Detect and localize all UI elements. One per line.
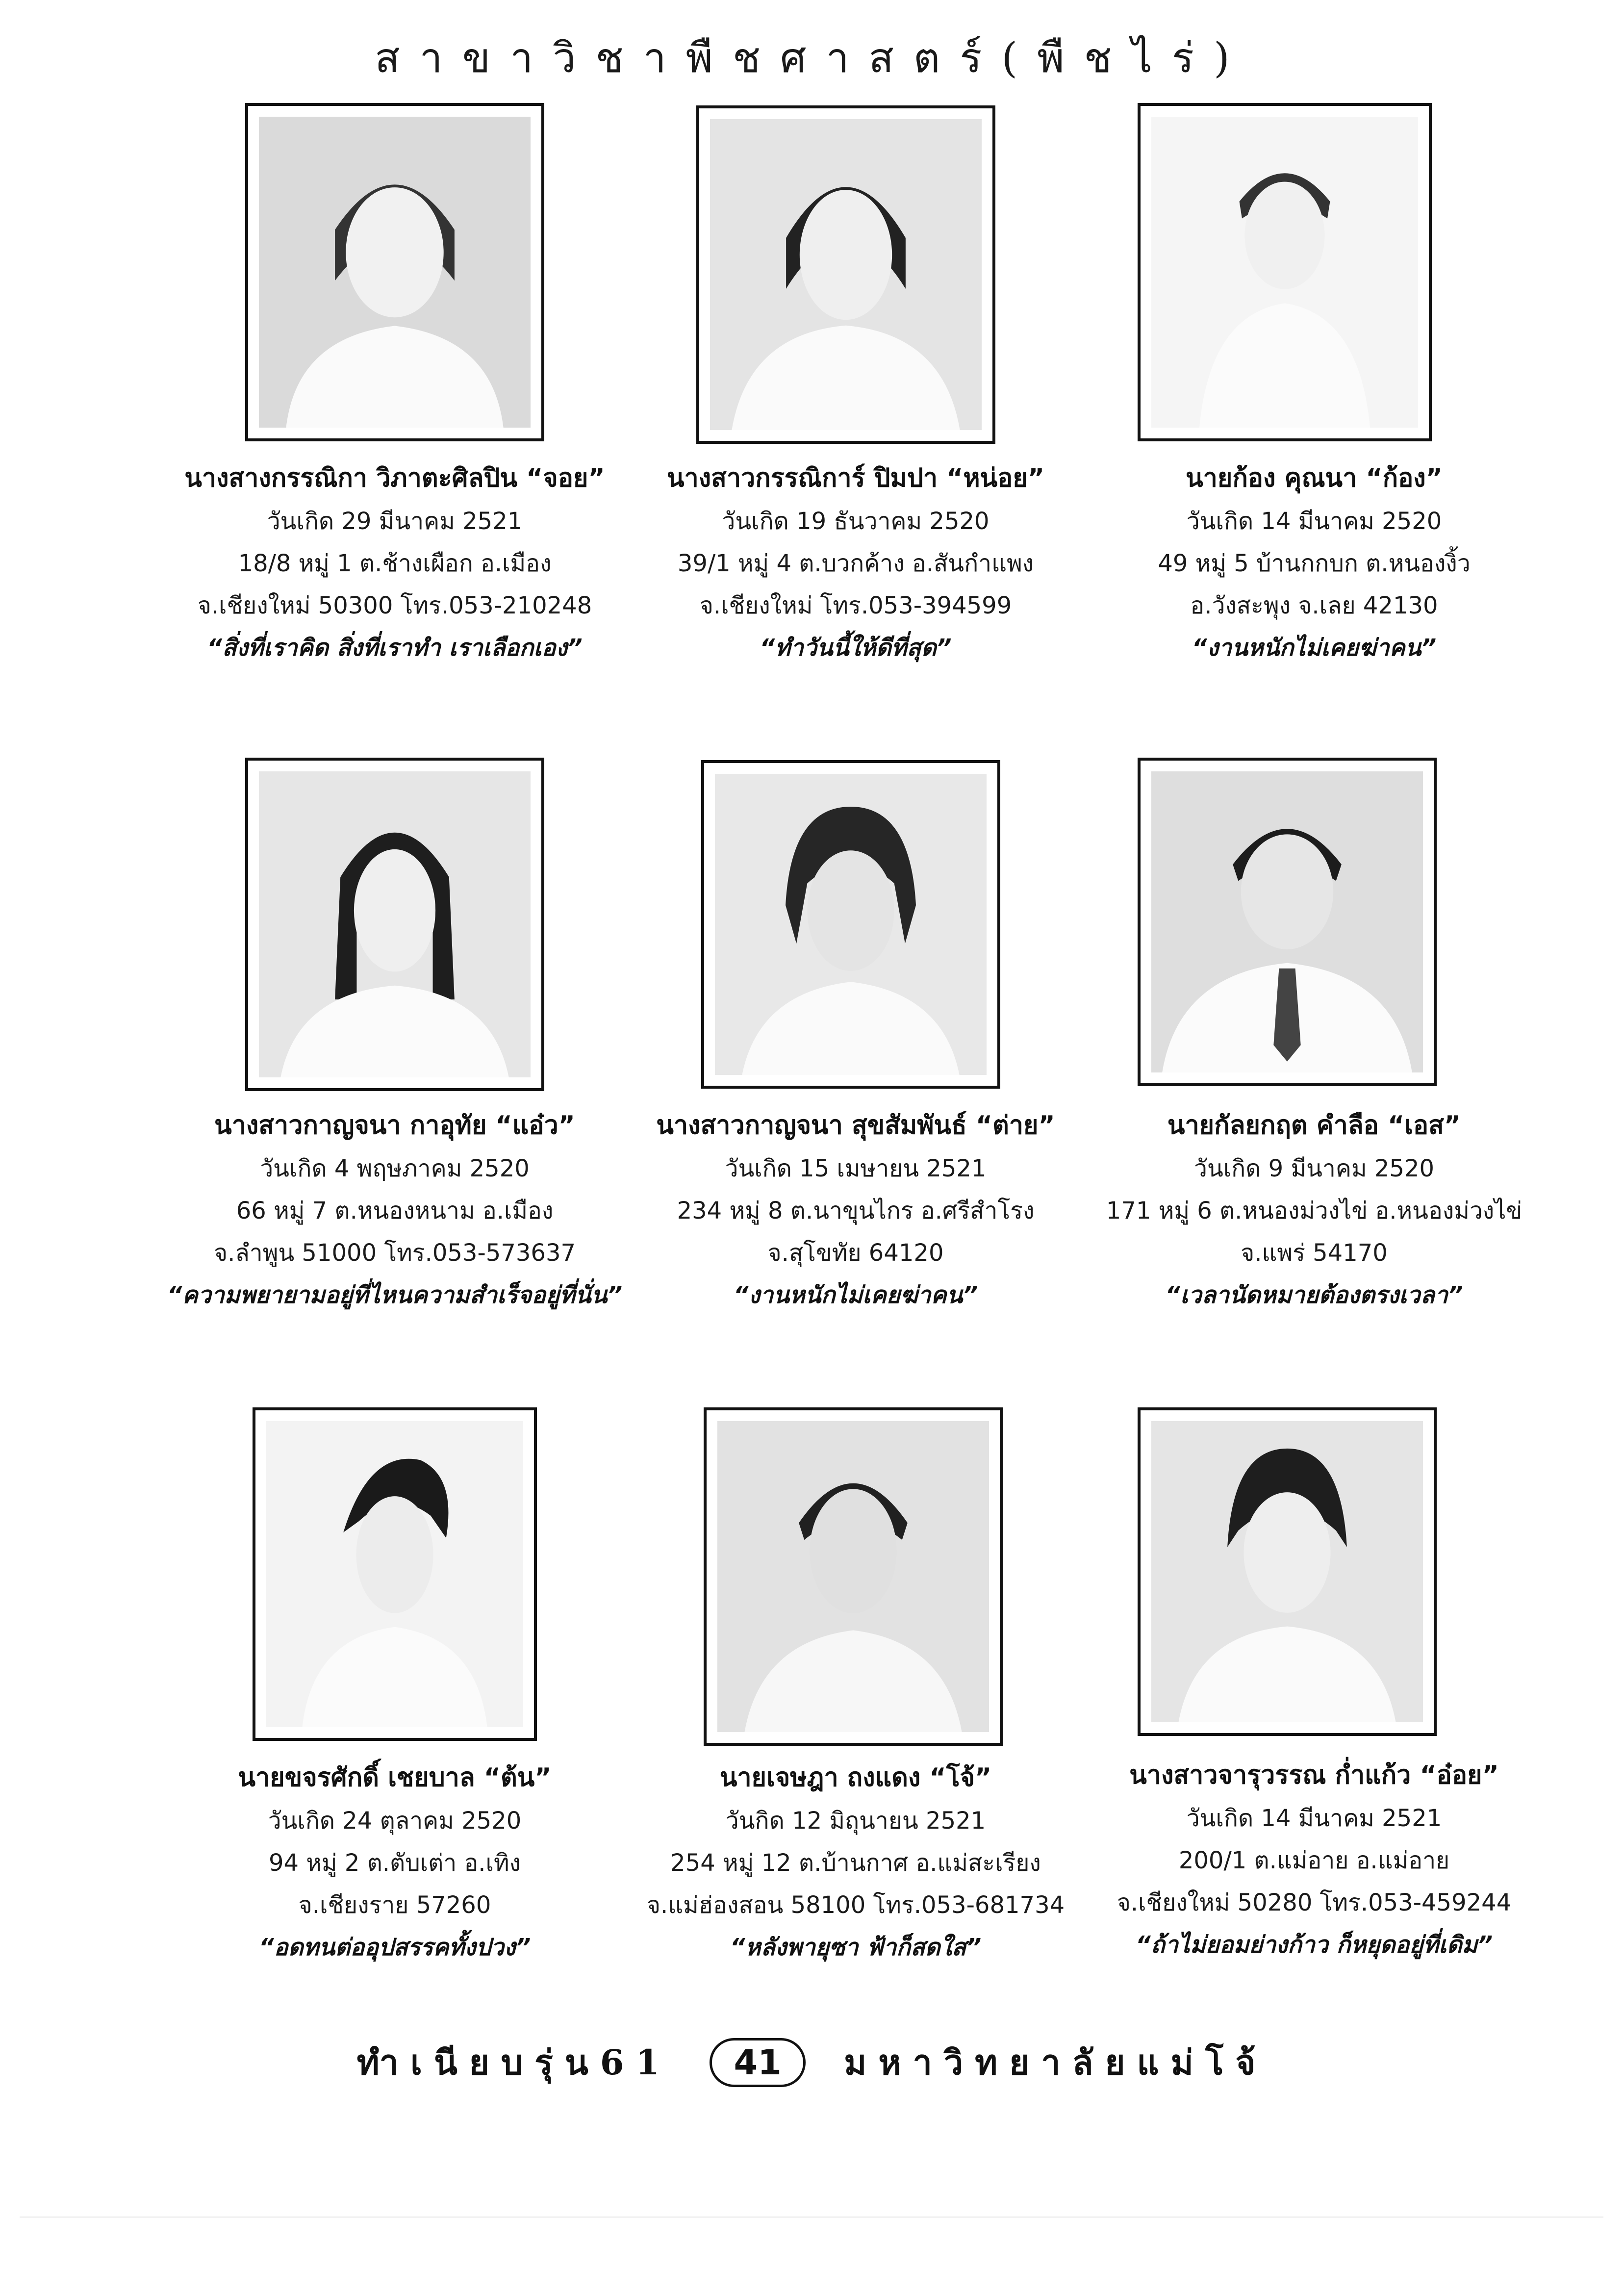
portrait-image: [1151, 117, 1418, 428]
address-line: 39/1 หมู่ 4 ต.บวกค้าง อ.สันกำแพง: [677, 550, 1034, 577]
portrait-photo: [701, 760, 1000, 1089]
address-line: จ.สุโขทัย 64120: [767, 1239, 944, 1267]
portrait-photo: [253, 1407, 537, 1741]
birth-date: วันกิด 12 มิถุนายน 2521: [725, 1807, 986, 1835]
footer-right-text: มหาวิทยาลัยแม่โจ้: [844, 2042, 1268, 2083]
address-line: จ.เชียงใหม่ โทร.053-394599: [699, 592, 1012, 619]
address-line: จ.เชียงราย 57260: [298, 1891, 491, 1919]
address-line: 49 หมู่ 5 บ้านกกบก ต.หนองงิ้ว: [1158, 550, 1471, 577]
address-line: 171 หมู่ 6 ต.หนองม่วงไข่ อ.หนองม่วงไข่: [1106, 1197, 1522, 1224]
portrait-image: [1151, 1421, 1423, 1722]
motto: “เวลานัดหมายต้องตรงเวลา”: [1165, 1281, 1463, 1309]
portrait-image: [1151, 771, 1423, 1072]
birth-date: วันเกิด 14 มีนาคม 2520: [1186, 508, 1442, 535]
address-line: อ.วังสะพุง จ.เลย 42130: [1190, 592, 1438, 619]
address-line: 94 หมู่ 2 ต.ตับเต่า อ.เทิง: [268, 1849, 521, 1877]
page-title: สาขาวิชาพืชศาสตร์(พืชไร่): [375, 34, 1249, 82]
portrait-image: [717, 1421, 989, 1732]
birth-date: วันเกิด 29 มีนาคม 2521: [267, 508, 523, 535]
page-divider: [20, 2217, 1603, 2218]
address-line: จ.เชียงใหม่ 50300 โทร.053-210248: [197, 592, 592, 619]
address-line: 66 หมู่ 7 ต.หนองหนาม อ.เมือง: [236, 1197, 554, 1224]
page-footer: [0, 2035, 1624, 2090]
motto: “งานหนักไม่เคยฆ่าคน”: [733, 1281, 978, 1309]
birth-date: วันเกิด 4 พฤษภาคม 2520: [260, 1155, 530, 1182]
motto: “ทำวันนี้ให้ดีที่สุด”: [760, 634, 952, 662]
portrait-photo: [696, 105, 995, 444]
address-line: จ.แพร่ 54170: [1241, 1239, 1388, 1267]
address-line: 18/8 หมู่ 1 ต.ช้างเผือก อ.เมือง: [238, 550, 552, 577]
motto: “หลังพายุซา ฟ้าก็สดใส”: [730, 1934, 982, 1961]
portrait-photo: [1138, 758, 1437, 1086]
portrait-image: [266, 1421, 523, 1727]
portrait-image: [259, 117, 531, 428]
person-name: นางสาวกาญจนา กาอุทัย “แอ๋ว”: [214, 1111, 575, 1140]
portrait-image: [259, 771, 531, 1077]
address-line: 200/1 ต.แม่อาย อ.แม่อาย: [1178, 1847, 1450, 1874]
person-name: นายขจรศักดิ์ เชยบาล “ต้น”: [238, 1763, 552, 1792]
motto: “สิ่งที่เราคิด สิ่งที่เราทำ เราเลือกเอง”: [207, 634, 583, 662]
portrait-photo: [245, 103, 544, 441]
person-name: นางสาวกาญจนา สุขสัมพันธ์ “ต่าย”: [656, 1111, 1055, 1140]
birth-date: วันเกิด 9 มีนาคม 2520: [1193, 1155, 1435, 1182]
page-number: 41: [710, 2038, 805, 2087]
person-name: นายเจษฎา ถงแดง “โจ้”: [719, 1763, 992, 1792]
birth-date: วันเกิด 24 ตุลาคม 2520: [268, 1807, 522, 1835]
person-name: นางสาวจารุวรรณ ก่ำแก้ว “อ๋อย”: [1129, 1760, 1499, 1790]
portrait-photo: [704, 1407, 1003, 1746]
motto: “อดทนต่ออุปสรรคทั้งปวง”: [258, 1934, 531, 1961]
portrait-image: [710, 119, 982, 430]
portrait-photo: [245, 758, 544, 1091]
birth-date: วันเกิด 15 เมษายน 2521: [725, 1155, 987, 1182]
birth-date: วันเกิด 14 มีนาคม 2521: [1186, 1805, 1442, 1832]
portrait-photo: [1138, 1407, 1437, 1736]
portrait-image: [715, 774, 987, 1075]
address-line: จ.ลำพูน 51000 โทร.053-573637: [213, 1239, 576, 1267]
person-name: นายกัลยกฤต คำลือ “เอส”: [1167, 1111, 1461, 1140]
person-name: นางสางกรรณิกา วิภาตะศิลปิน “จอย”: [184, 463, 605, 493]
address-line: จ.เชียงใหม่ 50280 โทร.053-459244: [1116, 1889, 1512, 1916]
address-line: 234 หมู่ 8 ต.นาขุนไกร อ.ศรีสำโรง: [677, 1197, 1035, 1224]
motto: “ถ้าไม่ยอมย่างก้าว ก็หยุดอยู่ที่เดิม”: [1135, 1931, 1493, 1959]
portrait-photo: [1138, 103, 1432, 441]
motto: “งานหนักไม่เคยฆ่าคน”: [1192, 634, 1437, 662]
footer-left-text: ทำเนียบรุ่น61: [356, 2042, 672, 2083]
address-line: 254 หมู่ 12 ต.บ้านกาศ อ.แม่สะเรียง: [670, 1849, 1041, 1877]
motto: “ความพยายามอยู่ที่ไหนความสำเร็จอยู่ที่นั่น”: [167, 1281, 623, 1309]
person-name: นางสาวกรรณิการ์ ปิมปา “หน่อย”: [666, 463, 1045, 493]
birth-date: วันเกิด 19 ธันวาคม 2520: [722, 508, 990, 535]
person-name: นายก้อง คุณนา “ก้อง”: [1186, 463, 1443, 493]
address-line: จ.แม่ฮ่องสอน 58100 โทร.053-681734: [646, 1891, 1065, 1919]
